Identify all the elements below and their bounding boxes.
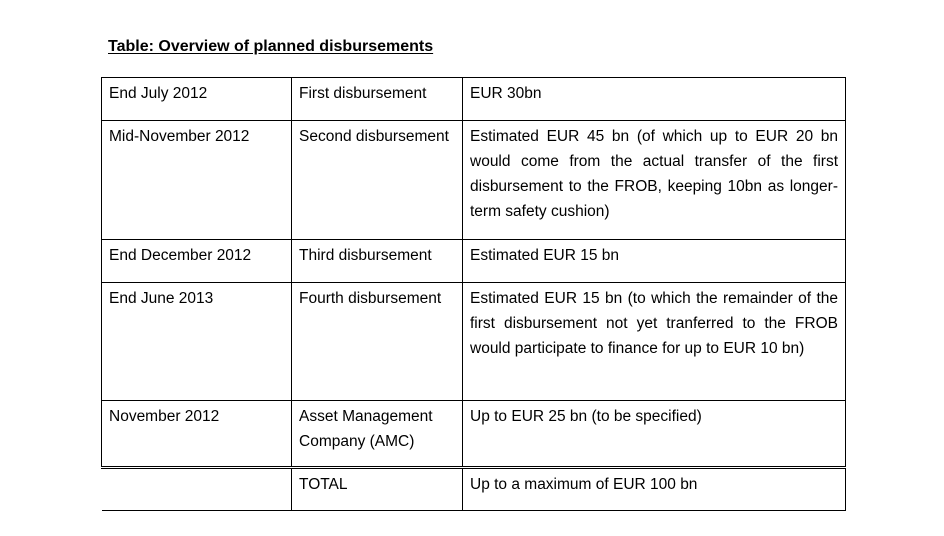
disbursement-cell: Third disbursement — [292, 240, 463, 283]
amount-cell: Estimated EUR 15 bn (to which the remainder of the first disbursement not yet tranferred to the FROB would participate to finance for up to EUR 10 bn) — [463, 283, 846, 401]
disbursement-table — [101, 77, 846, 511]
date-cell: End June 2013 — [102, 283, 292, 401]
disbursement-cell: Fourth disbursement — [292, 283, 463, 401]
date-cell: End December 2012 — [102, 240, 292, 283]
total-date-cell — [102, 468, 292, 511]
amount-cell: Estimated EUR 15 bn — [463, 240, 846, 283]
disbursement-cell: Second disbursement — [292, 121, 463, 240]
total-label-cell: TOTAL — [292, 468, 463, 511]
date-cell: End July 2012 — [102, 78, 292, 121]
amount-cell: EUR 30bn — [463, 78, 846, 121]
table-row — [102, 401, 846, 468]
date-cell: November 2012 — [102, 401, 292, 468]
table-row — [102, 283, 846, 401]
disbursement-table-container — [101, 77, 845, 511]
amount-cell: Up to EUR 25 bn (to be specified) — [463, 401, 846, 468]
page-title: Table: Overview of planned disbursements — [108, 38, 434, 55]
amount-cell: Estimated EUR 45 bn (of which up to EUR 20 bn would come from the actual transfer of the first disbursement to the FROB, keeping 10bn as longer-term safety cushion) — [463, 121, 846, 240]
total-row — [102, 468, 846, 511]
disbursement-cell: First disbursement — [292, 78, 463, 121]
disbursement-cell: Asset Management Company (AMC) — [292, 401, 463, 468]
table-row — [102, 240, 846, 283]
table-row — [102, 78, 846, 121]
table-row — [102, 121, 846, 240]
date-cell: Mid-November 2012 — [102, 121, 292, 240]
total-amount-cell: Up to a maximum of EUR 100 bn — [463, 468, 846, 511]
